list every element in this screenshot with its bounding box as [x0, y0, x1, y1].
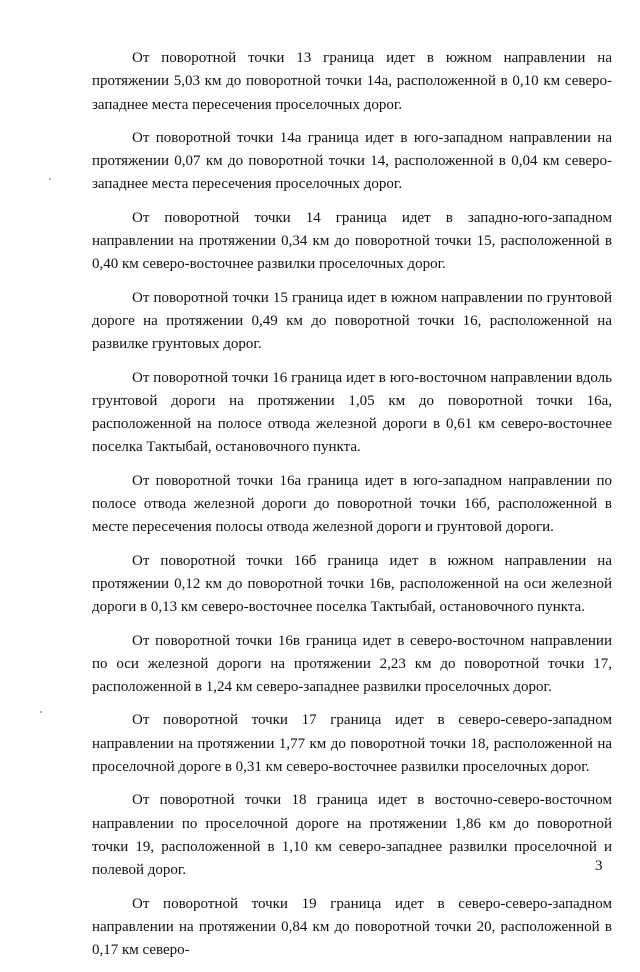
paragraph: От поворотной точки 14 граница идет в западно-юго-западном направлении на протяжении 0,34 км до поворотной точки 15, расположенной в 0,40 км северо-восточнее развилки проселочных дорог.: [92, 209, 612, 273]
paragraph: От поворотной точки 18 граница идет в восточно-северо-восточном направлении по проселочной дороге на протяжении 1,86 км до поворотной точки 19, расположенной в 1,10 км северо-западнее развилки проселочной и полевой дорог.: [92, 792, 612, 879]
paragraph: От поворотной точки 13 граница идет в южном направлении на протяжении 5,03 км до поворотной точки 14а, расположенной в 0,10 км северо-западнее места пересечения проселочных дорог.: [92, 50, 612, 113]
paragraph: От поворотной точки 16в граница идет в северо-восточном направлении по оси железной дороги на протяжении 2,23 км до поворотной точки 17, расположенной в 1,24 км северо-западнее развилки проселочных дорог.: [92, 632, 612, 696]
page-number: 3: [595, 858, 603, 874]
scan-speck: [40, 711, 42, 713]
paragraph: От поворотной точки 14а граница идет в юго-западном направлении на протяжении 0,07 км до поворотной точки 14, расположенной в 0,04 км северо-западнее места пересечения проселочных дорог.: [92, 129, 612, 193]
paragraph: От поворотной точки 16 граница идет в юго-восточном направлении вдоль грунтовой дороги на протяжении 1,05 км до поворотной точки 16а, расположенной на полосе отвода железной дороги в 0,61 км северо-восточнее поселка Тактыбай, остановочного пункта.: [92, 369, 612, 456]
paragraph: От поворотной точки 17 граница идет в северо-северо-западном направлении на протяжении 1,77 км до поворотной точки 18, расположенной на проселочной дороге в 0,31 км северо-восточнее развилки проселочных дорог.: [92, 712, 612, 776]
paragraph: От поворотной точки 16б граница идет в южном направлении на протяжении 0,12 км до поворотной точки 16в, расположенной на оси железной дороги в 0,13 км северо-восточнее поселка Тактыбай, остановочного пункта.: [92, 552, 612, 616]
body-text: [92, 47, 612, 972]
paragraph: От поворотной точки 16а граница идет в юго-западном направлении по полосе отвода железной дороги до поворотной точки 16б, расположенной в месте пересечения полосы отвода железной дороги и грунтовой дороги.: [92, 472, 612, 536]
paragraph: От поворотной точки 15 граница идет в южном направлении по грунтовой дороге на протяжении 0,49 км до поворотной точки 16, расположенной на развилке грунтовых дорог.: [92, 289, 612, 353]
paragraph: От поворотной точки 19 граница идет в северо-северо-западном направлении на протяжении 0,84 км до поворотной точки 20, расположенной в 0,17 км северо-: [92, 895, 612, 959]
scan-speck: [49, 178, 51, 180]
